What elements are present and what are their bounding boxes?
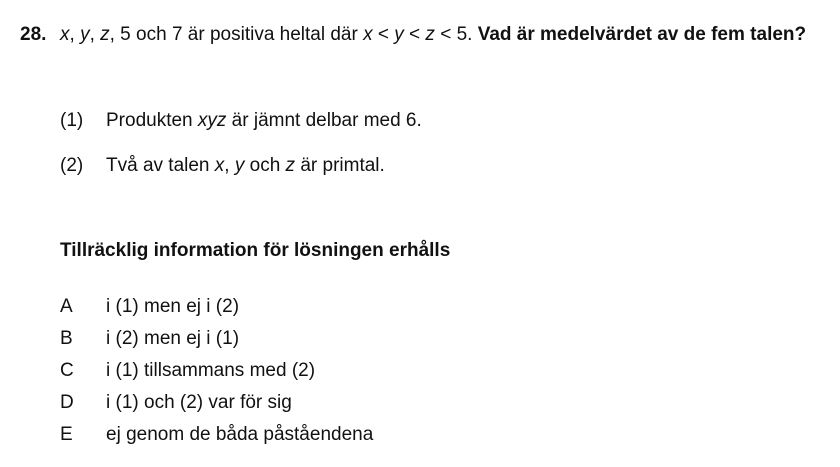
- option-text: i (1) och (2) var för sig: [106, 392, 292, 413]
- statement-text: [106, 110, 422, 132]
- option-b[interactable]: [60, 328, 560, 356]
- question-number: 28.: [20, 24, 47, 45]
- option-text: i (1) men ej i (2): [106, 296, 240, 317]
- less-than: <: [372, 24, 395, 45]
- option-c[interactable]: [60, 360, 560, 388]
- option-a[interactable]: [60, 296, 560, 324]
- statement-italic-x: x: [214, 155, 225, 176]
- statement-text-before: Två av talen: [106, 155, 215, 176]
- statement-italic-y: y: [234, 155, 245, 176]
- var-z: z: [100, 24, 110, 45]
- option-letter: D: [60, 392, 74, 413]
- var-x-inequality: x: [363, 24, 373, 45]
- var-x: x: [60, 24, 70, 45]
- statement-number: (2): [60, 155, 84, 176]
- statement-text-after: är primtal.: [295, 155, 385, 176]
- question-block: [20, 20, 830, 50]
- option-e[interactable]: [60, 424, 560, 452]
- less-than: <: [403, 24, 426, 45]
- statement-separator: ,: [224, 155, 235, 176]
- option-letter: E: [60, 424, 73, 445]
- question-text-plain: , 5 och 7 är positiva heltal där: [109, 24, 364, 45]
- option-text: i (1) tillsammans med (2): [106, 360, 316, 381]
- comma: ,: [89, 24, 101, 45]
- statement-text-before: Produkten: [106, 110, 198, 131]
- var-y: y: [80, 24, 90, 45]
- statement-and: och: [244, 155, 286, 176]
- option-letter: B: [60, 328, 73, 349]
- statement-italic-xyz: xyz: [197, 110, 227, 131]
- var-y-inequality: y: [394, 24, 404, 45]
- question-prompt: Vad är medelvärdet av de fem talen?: [477, 24, 807, 45]
- statement-italic-z: z: [285, 155, 296, 176]
- option-letter: A: [60, 296, 73, 317]
- statement-text-after: är jämnt delbar med 6.: [226, 110, 422, 131]
- option-text: i (2) men ej i (1): [106, 328, 240, 349]
- option-d[interactable]: [60, 392, 560, 420]
- less-than-five: < 5.: [434, 24, 478, 45]
- option-text: ej genom de båda påståendena: [106, 424, 374, 445]
- var-z-inequality: z: [425, 24, 435, 45]
- comma: ,: [69, 24, 81, 45]
- question-text: [60, 20, 830, 50]
- answer-subheading: Tillräcklig information för lösningen erhålls: [60, 240, 451, 261]
- statement-number: (1): [60, 110, 84, 131]
- statement-text: [106, 155, 385, 177]
- option-letter: C: [60, 360, 74, 381]
